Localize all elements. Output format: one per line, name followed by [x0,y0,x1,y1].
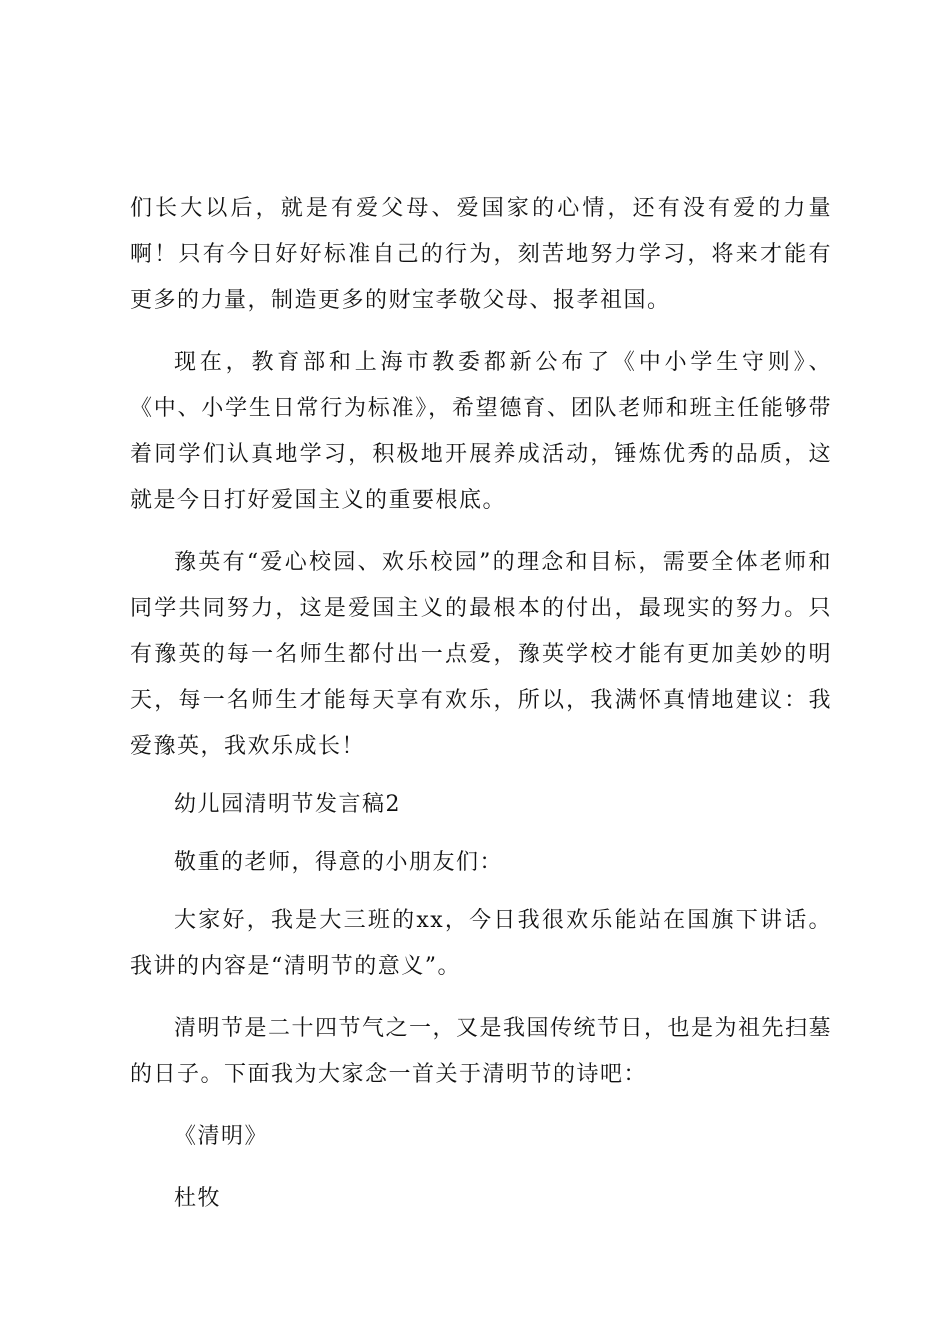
poem-title: 《清明》 [174,1124,269,1149]
section-heading: 幼儿园清明节发言稿2 [174,792,401,817]
paragraph-greeting: 大家好，我是大三班的xx，今日我很欢乐能站在国旗下讲话。我讲的内容是“清明节的意义”。 [130,908,832,979]
paragraph-qingming-intro: 清明节是二十四节气之一，又是我国传统节日，也是为祖先扫墓的日子。下面我为大家念一首关于清明节的诗吧： [130,1016,833,1087]
poem-author: 杜牧 [174,1186,222,1211]
paragraph-new-rules: 现在，教育部和上海市教委都新公布了《中小学生守则》、《中、小学生日常行为标准》，希望德育、团队老师和班主任能够带着同学们认真地学习，积极地开展养成活动，锤炼优秀的品质，这就是今日打好爱国主义的重要根底。 [130,350,832,513]
salutation: 敬重的老师，得意的小朋友们： [174,850,504,875]
paragraph-continued: 们长大以后，就是有爱父母、爱国家的心情，还有没有爱的力量啊！只有今日好好标准自己的行为，刻苦地努力学习，将来才能有更多的力量，制造更多的财宝孝敬父母、报孝祖国。 [130,196,832,313]
paragraph-school-motto: 豫英有“爱心校园、欢乐校园”的理念和目标，需要全体老师和同学共同努力，这是爱国主义的最根本的付出，最现实的努力。只有豫英的每一名师生都付出一点爱，豫英学校才能有更加美妙的明天，每一名师生才能每天享有欢乐，所以，我满怀真情地建议：我爱豫英，我欢乐成长！ [130,550,832,759]
